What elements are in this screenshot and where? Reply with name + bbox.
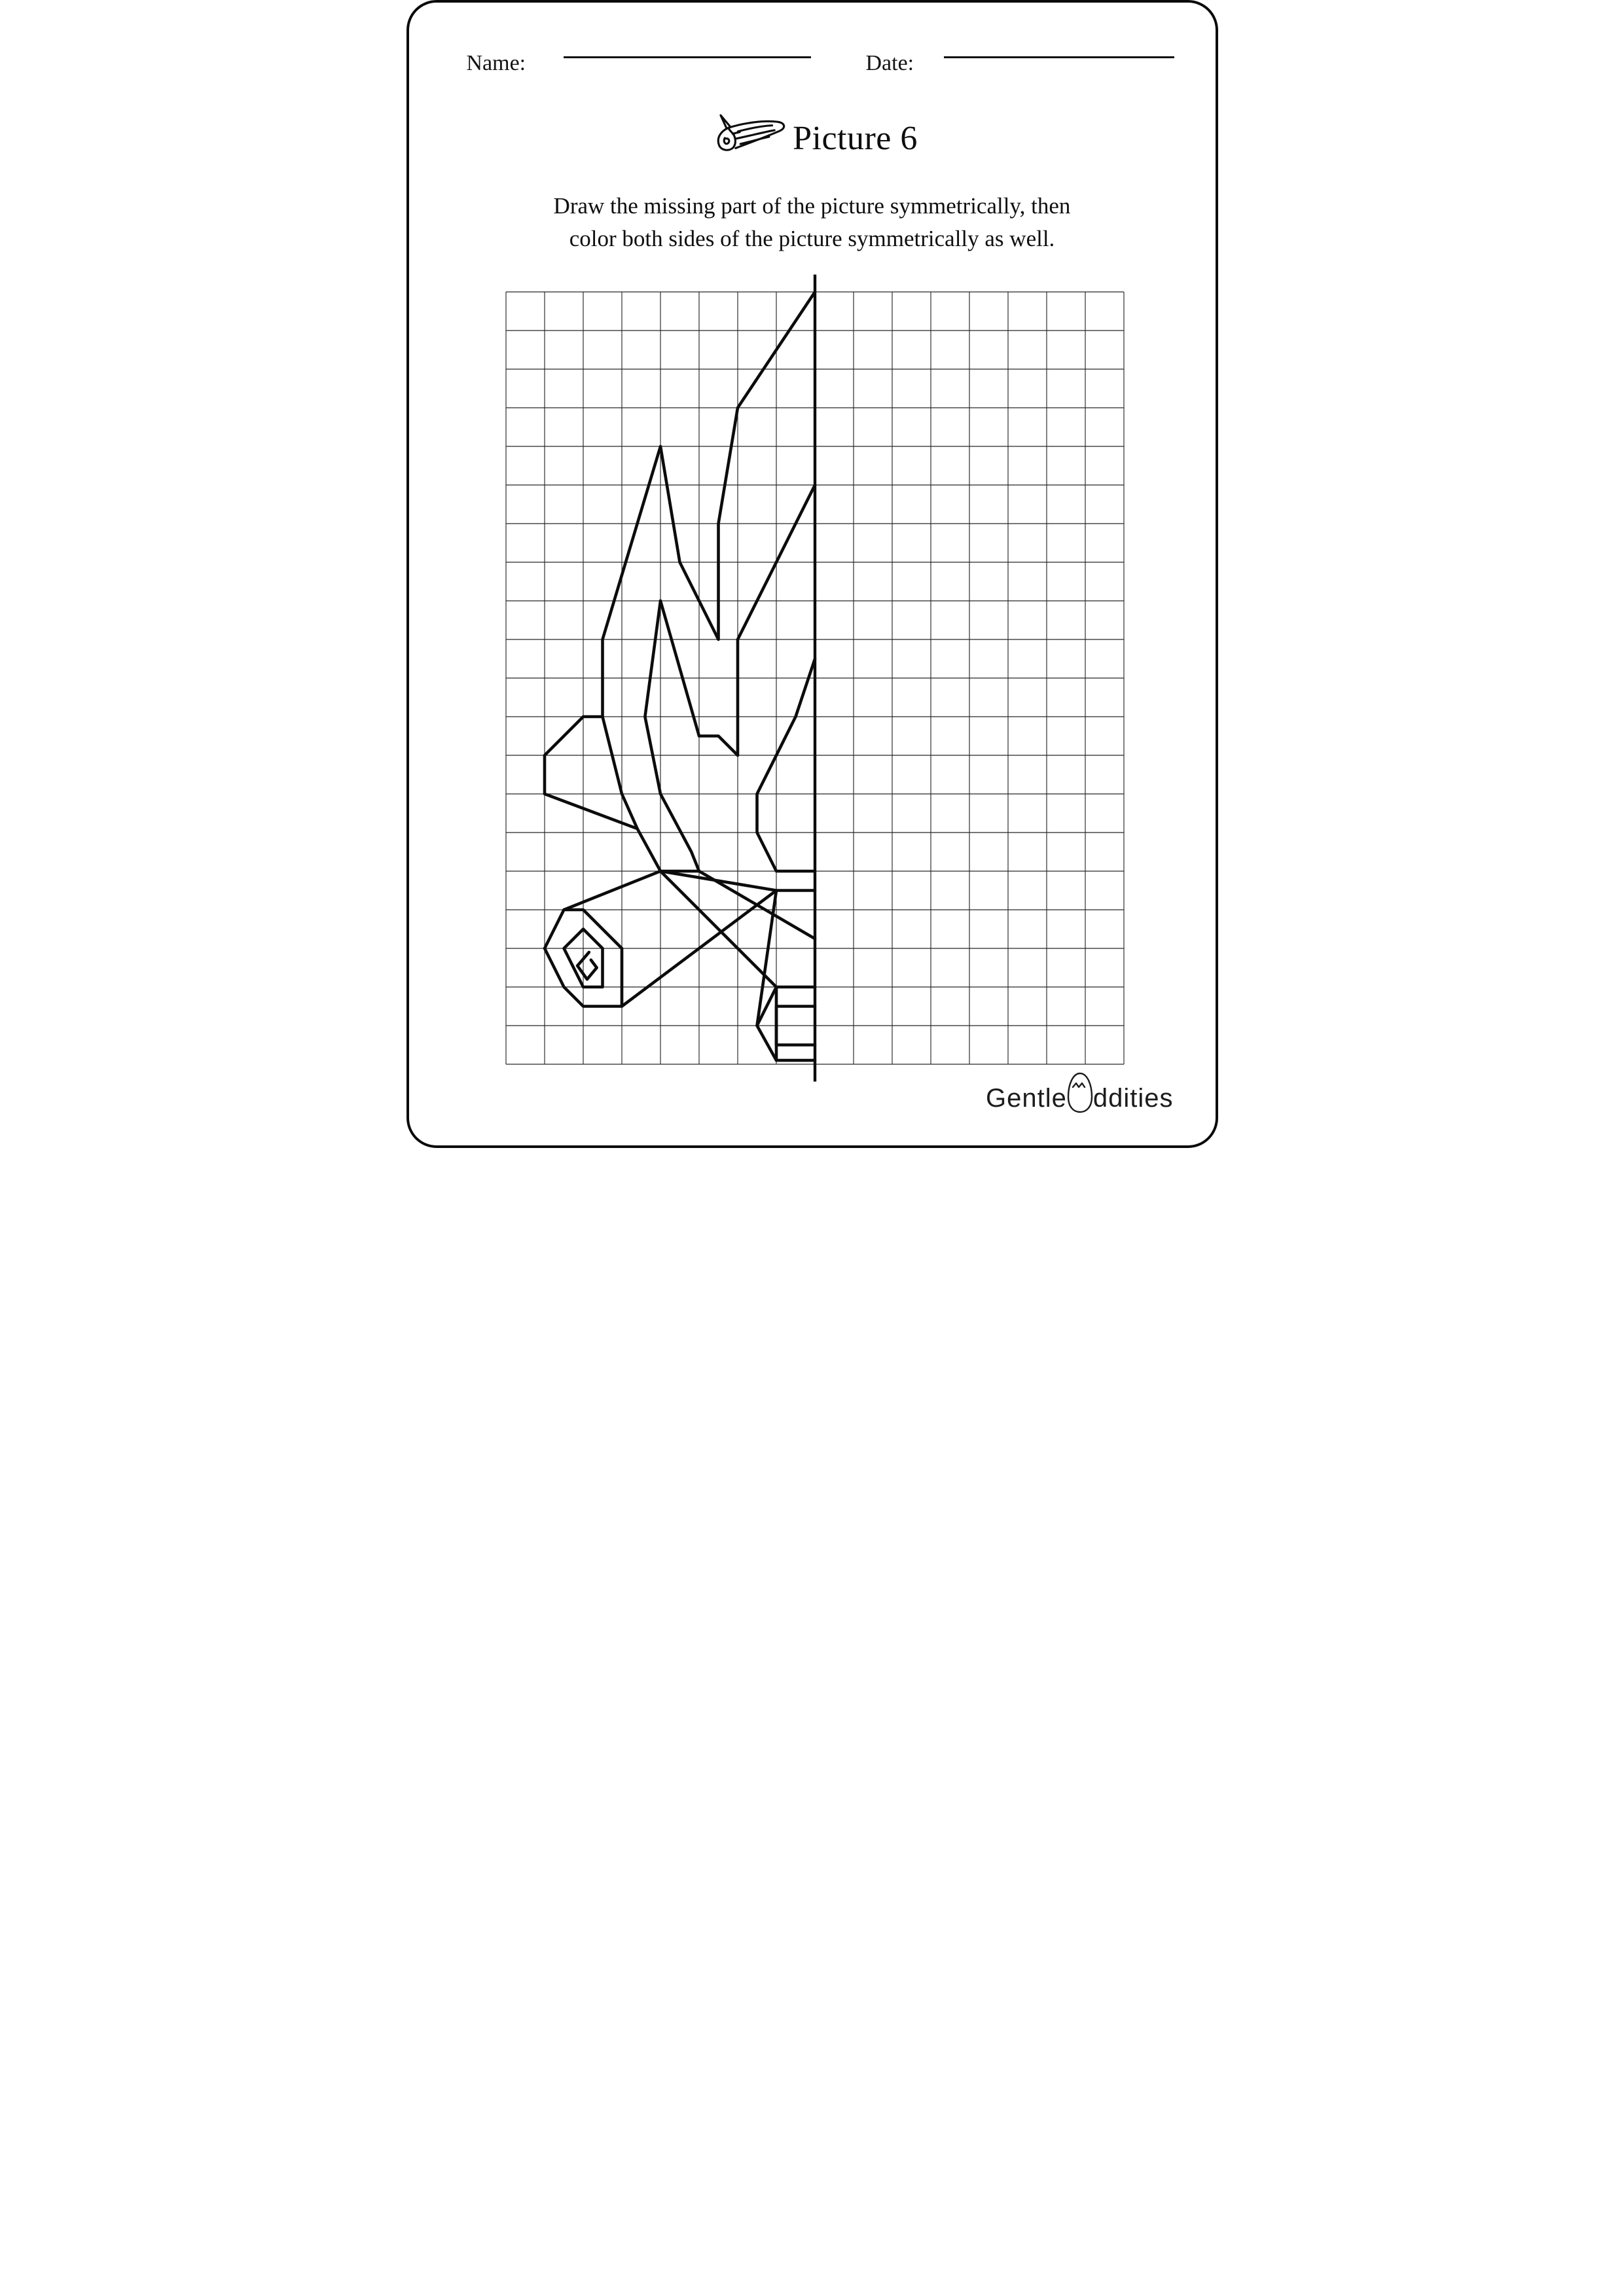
log2-mid-edge [699, 871, 815, 939]
log1-top-edge [564, 871, 660, 910]
flame-outer-left [545, 292, 815, 871]
branch-upper-edge [602, 717, 637, 829]
date-blank-line[interactable] [944, 34, 1174, 58]
log1-face-outline [545, 910, 622, 1007]
symmetry-grid-figure[interactable] [409, 3, 1218, 1148]
instructions-line1: Draw the missing part of the picture symmetrically, then [553, 193, 1071, 219]
inner-flame-center [738, 485, 815, 755]
title-row [409, 113, 1216, 164]
inner-flame-right [660, 601, 738, 755]
instructions-line2: color both sides of the picture symmetrically as well. [569, 225, 1055, 251]
log2-face-drop [757, 891, 776, 1026]
logo-suffix: ddities [1092, 1084, 1174, 1113]
right-flame-pocket [757, 659, 815, 872]
base-line [660, 871, 815, 891]
instructions [448, 190, 1176, 255]
log2-top-edge [660, 871, 776, 987]
log-icon [706, 113, 790, 164]
brand-logo [986, 1072, 1173, 1114]
inner-flame-left [645, 601, 699, 871]
cracked-egg-icon [1067, 1072, 1093, 1114]
log2-face-ring [776, 1007, 815, 1045]
name-blank-line[interactable] [564, 34, 811, 58]
page-title: Picture 6 [793, 120, 918, 157]
log1-face-ring [564, 929, 602, 988]
worksheet-page [406, 0, 1218, 1148]
date-label: Date: [865, 51, 914, 75]
name-label: Name: [466, 51, 526, 75]
log1-face-core [577, 952, 597, 979]
logo-prefix: Gentle [986, 1084, 1067, 1113]
log2-face-outline [757, 987, 815, 1060]
log2-bottom-edge [622, 891, 776, 1007]
